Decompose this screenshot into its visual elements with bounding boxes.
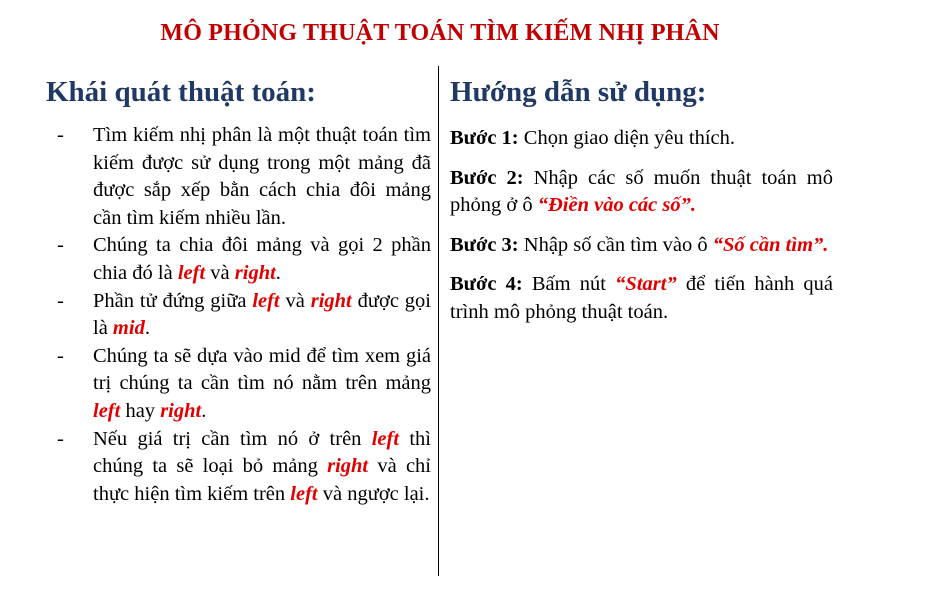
overview-text: . xyxy=(275,261,281,284)
column-divider xyxy=(438,66,439,576)
overview-item xyxy=(55,426,431,509)
overview-text: Phần tử đứng giữa xyxy=(93,289,253,312)
step-label: Bước 2: xyxy=(450,166,524,189)
step-text: Bấm nút xyxy=(522,273,616,296)
bullet-dash: - xyxy=(57,124,64,146)
keyword-mid: mid xyxy=(112,317,145,340)
overview-text: . xyxy=(144,317,150,340)
bullet-dash: - xyxy=(57,289,64,312)
overview-list xyxy=(55,122,431,508)
page-title: MÔ PHỎNG THUẬT TOÁN TÌM KIẾM NHỊ PHÂN xyxy=(160,20,720,46)
keyword-left: left xyxy=(290,482,318,505)
keyword-left: left xyxy=(252,289,280,312)
bullet-dash: - xyxy=(57,344,64,367)
overview-text: và ngược lại. xyxy=(317,482,430,505)
guide-steps xyxy=(450,125,833,339)
overview-text: và chỉ thực hiện tìm kiếm trên xyxy=(93,455,431,505)
overview-item xyxy=(55,288,431,343)
step-text: để tiến hành quá trình mô phỏng thuật toán. xyxy=(450,273,833,323)
bullet-dash: - xyxy=(57,234,64,257)
overview-item xyxy=(55,343,431,426)
field-name-input-numbers: “Điền vào các số”. xyxy=(537,194,696,217)
keyword-right: right xyxy=(310,289,352,312)
step-label: Bước 3: xyxy=(450,233,519,256)
overview-text: thì chúng ta sẽ loại bỏ mảng xyxy=(93,427,431,478)
step-text: Nhập số cần tìm vào ô xyxy=(518,233,713,256)
keyword-left: left xyxy=(93,399,121,422)
keyword-right: right xyxy=(160,399,202,422)
bullet-dash: - xyxy=(57,427,64,450)
overview-text: và xyxy=(279,289,311,312)
keyword-right: right xyxy=(234,261,276,284)
keyword-left: left xyxy=(177,261,206,284)
keyword-right: right xyxy=(327,455,369,478)
keyword-left: left xyxy=(371,427,400,450)
guide-heading: Hướng dẫn sử dụng: xyxy=(450,76,707,108)
overview-item xyxy=(55,122,431,232)
overview-text: . xyxy=(201,399,207,422)
overview-text: Nếu giá trị cần tìm nó ở trên xyxy=(93,427,372,450)
overview-heading: Khái quát thuật toán: xyxy=(46,76,316,108)
overview-text: Chúng ta sẽ dựa vào mid để tìm xem giá trị chúng ta cần tìm nó nằm trên mảng xyxy=(93,344,431,395)
field-name-search-number: “Số cần tìm”. xyxy=(712,233,829,256)
step-2 xyxy=(450,165,833,220)
step-4 xyxy=(450,271,833,326)
step-1 xyxy=(450,125,833,153)
step-text: Nhập các số muốn thuật toán mô phỏng ở ô xyxy=(450,166,833,217)
overview-text: Tìm kiếm nhị phân là một thuật toán tìm kiếm được sử dụng trong một mảng đã được sắp xếp bằn cách chia đôi mảng cần tìm kiếm nhiều lần. xyxy=(93,124,431,229)
overview-text: được gọi là xyxy=(93,289,431,340)
step-label: Bước 4: xyxy=(450,273,523,296)
overview-text: Chúng ta chia đôi mảng và gọi 2 phần chia đó là xyxy=(93,234,431,284)
step-text: Chọn giao diện yêu thích. xyxy=(518,127,735,149)
button-name-start: “Start” xyxy=(615,273,677,296)
step-3 xyxy=(450,232,833,260)
overview-text: và xyxy=(205,261,235,284)
overview-item xyxy=(55,232,431,287)
overview-text: hay xyxy=(120,399,161,422)
step-label: Bước 1: xyxy=(450,127,519,149)
